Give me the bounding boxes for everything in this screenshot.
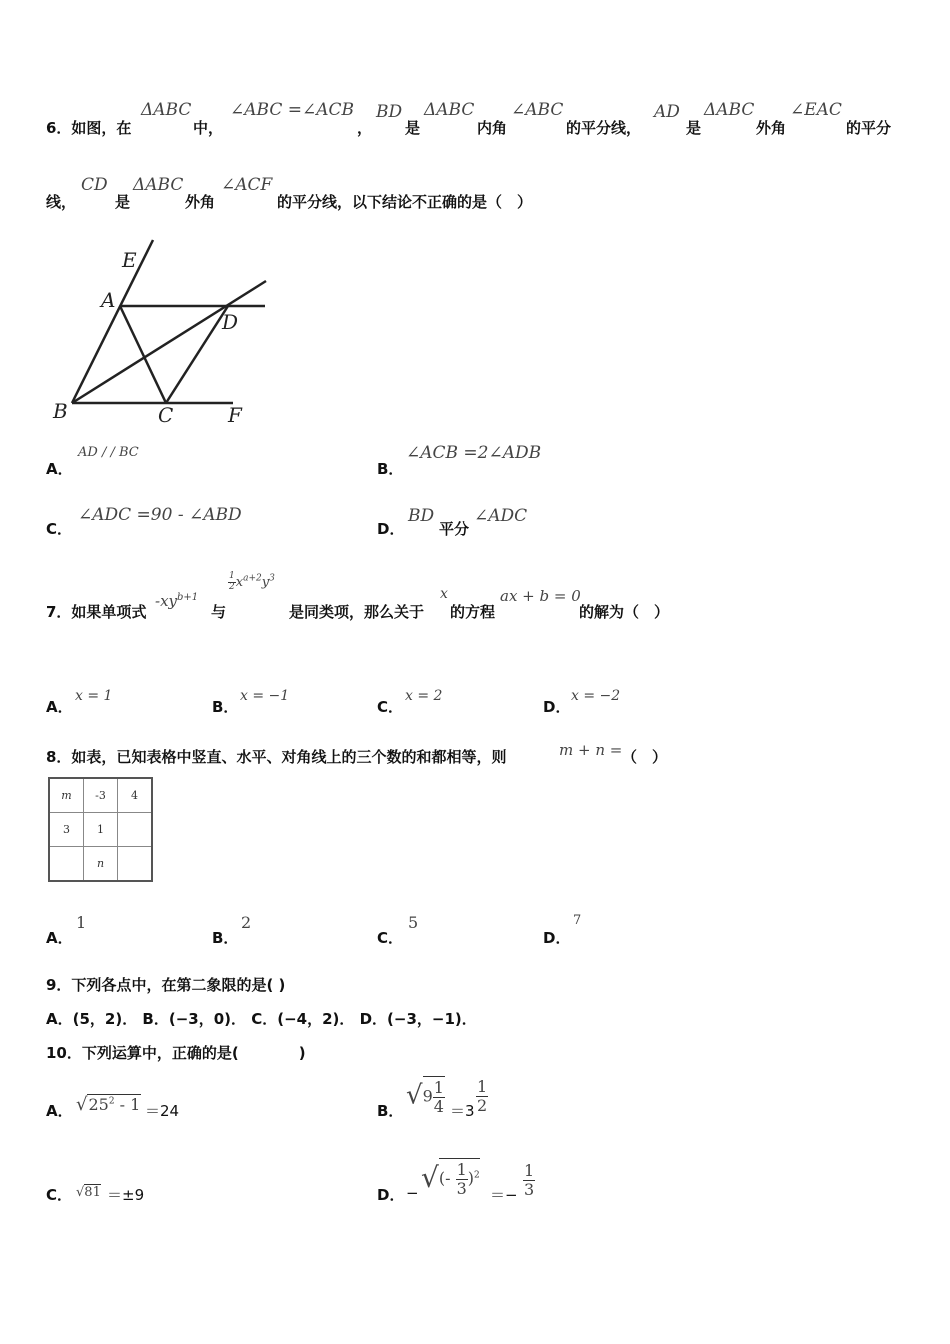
q8-text-1: 8．如表，已知表格中竖直、水平、对角线上的三个数的和都相等，则 [46,748,507,766]
q6-math-1: ΔABC [141,100,192,120]
geometry-figure [48,235,278,430]
q6-math-3: BD [376,102,403,122]
table-cell [118,847,153,882]
table-row [49,813,152,847]
q7-option-a-label: A． [46,698,73,716]
q6-option-b-math: ∠ACB =2∠ADB [406,443,542,463]
q7-option-a-math: x = 1 [75,688,113,704]
q6-text-2: 中， [193,119,224,137]
q7-option-d-math: x = −2 [571,688,621,704]
q6-option-c-label: C． [46,520,73,538]
q6-option-b-label: B． [377,460,404,478]
magic-square-table [48,777,153,882]
q10-option-d-neg: − [406,1184,419,1202]
q8-option-c-math: 5 [408,913,419,932]
q6-math-2: ∠ABC =∠ACB [230,100,355,120]
q6-option-d-math-2: ∠ADC [474,506,528,526]
table-cell: -3 [84,778,118,813]
label-D: D [222,310,239,334]
q8-option-b-math: 2 [241,913,252,932]
q6-math-5: ∠ABC [511,100,564,120]
label-E: E [122,248,137,272]
q10-text: 10．下列运算中，正确的是( ) [46,1044,306,1062]
q10-option-b-result: ＝3 [450,1102,475,1120]
q6-text-10: 线， [46,193,77,211]
q6-text-3: ， [357,119,373,137]
q6-text-8: 外角 [756,119,787,137]
table-cell: m [49,778,84,813]
q7-math-equation: ax + b = 0 [500,587,581,605]
q6-math-7: ΔABC [704,100,755,120]
q10-option-a-label: A． [46,1102,73,1120]
label-A: A [101,288,116,312]
q6-text-9: 的平分 [846,119,892,137]
q7-text-2: 与 [211,603,227,621]
q6-option-d-math: BD [408,506,435,526]
line-CD [166,306,228,403]
q6-text-6: 的平分线， [566,119,642,137]
q6-option-c-math: ∠ADC =90 - ∠ABD [78,505,242,525]
q7-option-b-math: x = −1 [240,688,290,704]
q7-math-monomial-1: $-xy^{b+1}$ [155,592,199,610]
q8-math: m + n = [559,741,623,759]
q10-option-b-math: √9 $\frac{1}{4}$ [406,1078,444,1116]
q7-text-4: 的方程 [450,603,496,621]
table-row [49,847,152,882]
label-B: B [53,399,68,423]
q6-text-4: 是 [405,119,421,137]
q10-option-d-result: ＝− [490,1186,518,1204]
q10-option-b-fraction: $\frac{1}{2}$ [477,1077,488,1115]
q7-math-x: x [440,586,448,602]
line-AC [120,306,166,403]
q6-text-1: 6．如图，在 [46,119,132,137]
q10-option-d-math: √(- $\frac{1}{3}$ )$^2$ [421,1160,480,1198]
q8-option-a-math: 1 [76,913,87,932]
q6-math-4: ΔABC [424,100,475,120]
q10-option-c-math: √81 [76,1185,101,1200]
q10-option-a-math: $√25^2 - 1$ [76,1094,141,1115]
table-cell: 3 [49,813,84,847]
q8-option-c-label: C． [377,929,404,947]
q10-option-d-label: D． [377,1186,405,1204]
q6-text-13: 的平分线，以下结论不正确的是（ ） [277,193,533,211]
q8-option-d-math: 7 [573,913,582,928]
q6-math-11: ∠ACF [221,175,273,195]
q6-option-a-label: A． [46,460,73,478]
q10-option-c-result: ＝±9 [107,1186,145,1204]
q6-text-11: 是 [115,193,131,211]
q7-text-5: 的解为（ ） [579,603,670,621]
q6-text-12: 外角 [185,193,216,211]
q6-text-5: 内角 [477,119,508,137]
q7-math-monomial-2: $\frac{1}{2}$ $x^{a+2}y^3$ [229,571,275,592]
q7-option-b-label: B． [212,698,239,716]
q6-math-6: AD [654,102,680,122]
q10-option-c-label: C． [46,1186,73,1204]
q8-option-a-label: A． [46,929,73,947]
q6-math-10: ΔABC [133,175,184,195]
q6-text-7: 是 [686,119,702,137]
q7-text-1: 7．如果单项式 [46,603,147,621]
q6-option-d-text: 平分 [439,520,470,538]
q7-option-c-label: C． [377,698,404,716]
table-cell: 4 [118,778,153,813]
q9-options: A．(5，2)． B．(−3，0)． C．(−4，2)． D．(−3，−1)． [46,1010,477,1028]
q6-math-9: CD [81,175,108,195]
q8-option-b-label: B． [212,929,239,947]
q6-math-8: ∠EAC [790,100,842,120]
q10-option-a-result: ＝24 [145,1102,180,1120]
table-row [49,778,152,813]
q10-option-d-fraction: $\frac{1}{3}$ [524,1161,535,1199]
q10-option-b-label: B． [377,1102,404,1120]
q8-text-2: （ ） [622,748,668,766]
q7-option-d-label: D． [543,698,571,716]
q6-option-d-label: D． [377,520,405,538]
q6-option-a-math: AD / / BC [78,445,139,460]
label-F: F [228,403,242,427]
label-C: C [158,403,174,427]
q7-option-c-math: x = 2 [405,688,443,704]
q9-text: 9．下列各点中，在第二象限的是( ) [46,976,286,994]
table-cell [49,847,84,882]
q8-option-d-label: D． [543,929,571,947]
table-cell [118,813,153,847]
table-cell: 1 [84,813,118,847]
table-cell: n [84,847,118,882]
q7-text-3: 是同类项，那么关于 [289,603,425,621]
